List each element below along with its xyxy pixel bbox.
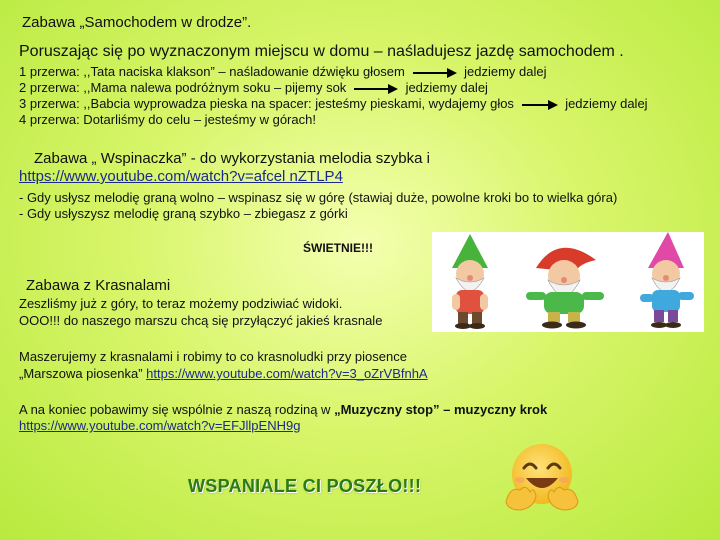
break-line-1 [19, 64, 547, 80]
march-line-1: Maszerujemy z krasnalami i robimy to co krasnoludki przy piosence [19, 349, 407, 364]
gnomes-illustration [432, 232, 704, 332]
section2-title: Zabawa „ Wspinaczka” - do wykorzystania melodia szybka i [34, 150, 430, 167]
break-line-4 [19, 112, 316, 128]
break-line-after: jedziemy dalej [405, 80, 488, 95]
great-label: ŚWIETNIE!!! [303, 241, 373, 255]
gnome-illustration [628, 232, 702, 330]
finale-bold-text: „Muzyczny stop” – muzyczny krok [334, 402, 548, 417]
section3-title: Zabawa z Krasnalami [26, 277, 171, 294]
wspinaczka-link[interactable]: https://www.youtube.com/watch?v=afcel nZTLP4 [19, 168, 343, 185]
section2-line-2: - Gdy usłyszysz melodię graną szybko – zbiegasz z górki [19, 206, 348, 221]
break-line-2 [19, 80, 488, 96]
break-line-text: 2 przerwa: ,,Mama nalewa podróżnym soku – pijemy sok [19, 80, 347, 95]
arrow-right-icon [522, 100, 558, 110]
gnome-illustration [434, 234, 506, 330]
closing-message: WSPANIALE CI POSZŁO!!! [188, 476, 422, 496]
section3-line-1: Zeszliśmy już z góry, to teraz możemy podziwiać widoki. [19, 296, 343, 311]
gnome-illustration [518, 238, 614, 330]
arrow-right-icon [354, 84, 398, 94]
break-line-3 [19, 96, 648, 112]
break-line-text: 3 przerwa: ,,Babcia wyprowadza pieska na spacer: jesteśmy pieskami, wydajemy głos [19, 96, 514, 111]
finale-link[interactable]: https://www.youtube.com/watch?v=EFJllpENH9g [19, 418, 301, 433]
section1-title: Zabawa „Samochodem w drodze”. [22, 14, 252, 31]
section2-line-1: - Gdy usłysz melodię graną wolno – wspinasz się w górę (stawiaj duże, powolne kroki bo to wielka góra) [19, 190, 618, 205]
break-line-text: 1 przerwa: ,,Tata naciska klakson” – naśladowanie dźwięku głosem [19, 64, 405, 79]
arrow-right-icon [413, 68, 457, 78]
march-song-title: „Marszowa piosenka” [19, 366, 147, 381]
march-song-link[interactable]: https://www.youtube.com/watch?v=3_oZrVBfnhA [146, 366, 428, 381]
break-line-after: jedziemy dalej [464, 64, 547, 79]
march-line-2 [19, 366, 428, 382]
section1-intro: Poruszając się po wyznaczonym miejscu w domu – naśladujesz jazdę samochodem . [19, 43, 624, 60]
finale-text: A na koniec pobawimy się wspólnie z naszą rodziną w [19, 402, 335, 417]
hugging-face-emoji [504, 440, 580, 514]
break-line-after: jedziemy dalej [565, 96, 648, 111]
break-line-text: 4 przerwa: Dotarliśmy do celu – jesteśmy w górach! [19, 112, 316, 127]
section3-line-2: OOO!!! do naszego marszu chcą się przyłączyć jakieś krasnale [19, 313, 383, 328]
finale-line [19, 402, 547, 418]
